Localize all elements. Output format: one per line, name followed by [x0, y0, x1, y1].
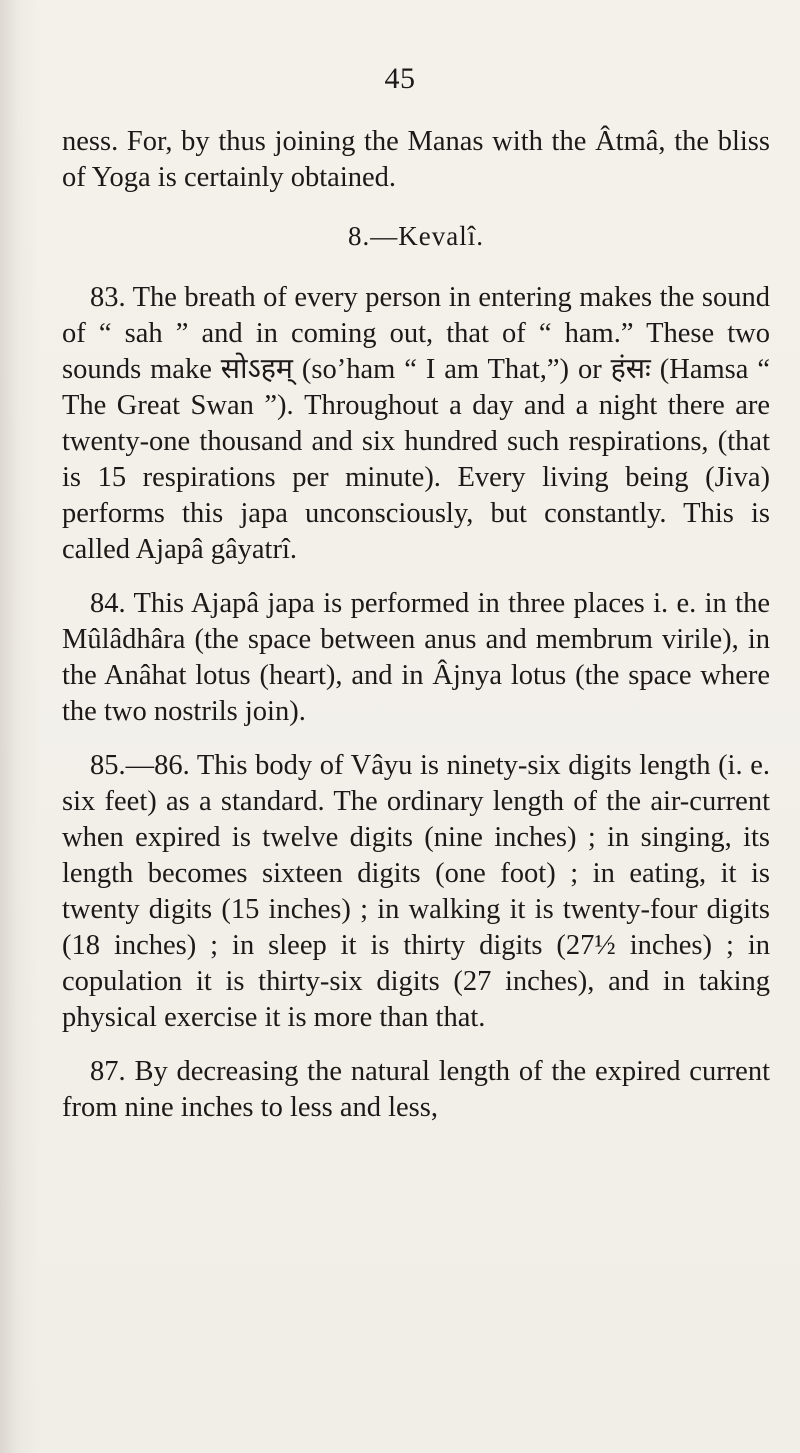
body-text: [62, 124, 770, 1126]
paragraph-85-86: 85.—86. This body of Vâyu is ninety-six digits length (i. e. six feet) as a standard. The ordinary length of the air-current when expired is twelve digits (nine inches) ; in singing, its length becomes sixteen digits (one foot) ; in eating, it is twenty digits (15 inches) ; in walking it is twenty-four digits (18 inches) ; in sleep it is thirty digits (27½ inches) ; in copulation it is thirty-six digits (27 inches), and in taking physical exercise it is more than that.: [62, 750, 770, 1033]
paragraph-87: 87. By decreasing the natural length of the expired current from nine inches to less and less,: [62, 1056, 770, 1123]
opening-paragraph: ness. For, by thus joining the Manas with the Âtmâ, the bliss of Yoga is certainly obtained.: [62, 126, 770, 193]
paragraph-84: 84. This Ajapâ japa is performed in three places i. e. in the Mûlâdhâra (the space between anus and membrum virile), in the Anâhat lotus (heart), and in Âjnya lotus (the space where the two nostrils join).: [62, 588, 770, 727]
section-heading: 8.—Kevalî.: [348, 221, 484, 251]
paragraph-83: 83. The breath of every person in entering makes the sound of “ sah ” and in coming out, that of “ ham.” These two sounds make सोऽहम् (so’ham “ I am That,”) or हंसः (Hamsa “ The Great Swan ”). Throughout a day and a night there are twenty-one thousand and six hundred such respirations, (that is 15 respirations per minute). Every living being (Jiva) performs this japa unconsciously, but constantly. This is called Ajapâ gâyatrî.: [62, 282, 770, 565]
page-number: 45: [384, 62, 416, 95]
